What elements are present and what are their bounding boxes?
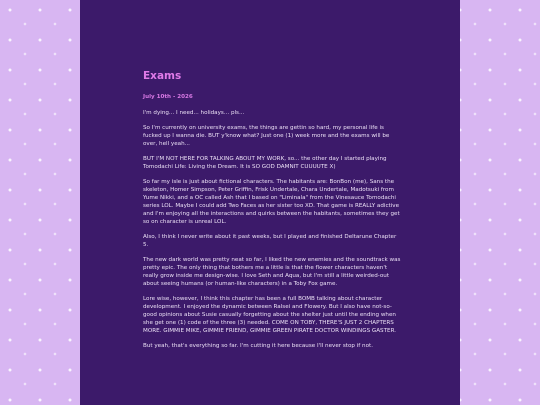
post-paragraph: The new dark world was pretty neat so far, I liked the new enemies and the soundtrack was pretty epic. The only thing that bothers me a little is that the flower characters haven't really grow inside me design-wise. I love Seth and Aqua, but I'm still a little weirded-out about seeing humans (or human-like characters) in a Toby Fox game. — [143, 257, 401, 287]
post-date: July 10th - 2026 — [143, 94, 193, 100]
blog-panel — [80, 0, 460, 405]
post-paragraph: BUT I'M NOT HERE FOR TALKING ABOUT MY WORK, so... the other day I started playing Tomodachi Life: Living the Dream. It is SO GOD DAMNIT CUUUUTE X) — [143, 156, 387, 170]
post-title: Exams — [143, 70, 182, 82]
blog-post — [143, 70, 403, 357]
post-paragraph: So far my isle is just about fictional characters. The habitants are: BonBon (me), Sans the skeleton, Homer Simpson, Peter Griffin, Frisk Undertale, Chara Undertale, Madotsuki from Yume Nikki, and a OC called Ash that I based on "Liminala" from the Vinesauce Tomodachi series LOL. Maybe I could add Two Faces as her sister too XD. That game is REALLY adictive and I'm enjoying all the interactions and quirks between the habitants, sometimes they get so on character is unreal LOL. — [143, 179, 400, 225]
post-paragraph: Also, I think I never write about it past weeks, but I played and finished Deltarune Chapter 5. — [143, 234, 397, 248]
post-paragraph: So I'm currently on university exams, the things are gettin so hard, my personal life is fucked up I wanna die. BUT y'know what? Just one (1) week more and the exams will be over, hell yeah... — [143, 125, 390, 147]
post-paragraph: Lore wise, however, I think this chapter has been a full BOMB talking about character development. I enjoyed the dynamic between Ralsei and Flowery. But I also have not-so-good opinions about Susie casually forgetting about the shelter just until the ending when she get one (1) code of the three (3) needed. COME ON TOBY, THERE'S JUST 2 CHAPTERS MORE. GIMMIE MIKE, GIMMIE FRIEND, GIMMIE GREEN PIRATE DOCTOR WINDINGS GASTER. — [143, 296, 397, 334]
post-body — [143, 109, 403, 350]
post-paragraph: I'm dying... I need... holidays... pls... — [143, 110, 245, 116]
post-paragraph: But yeah, that's everything so far. I'm cutting it here because I'll never stop if not. — [143, 343, 373, 349]
